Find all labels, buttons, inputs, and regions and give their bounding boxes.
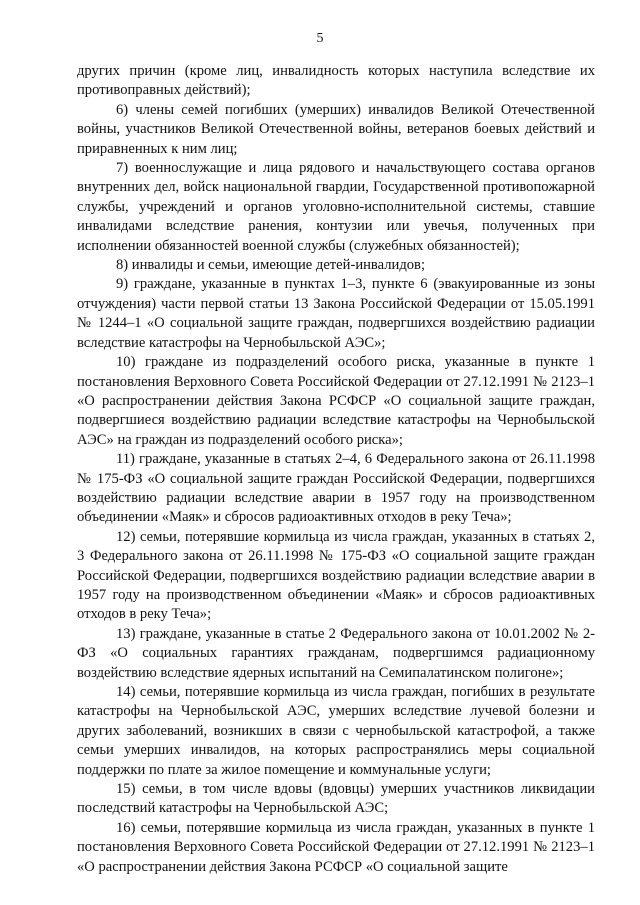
paragraph-item-15: 15) семьи, в том числе вдовы (вдовцы) умерших участников ликвидации последствий катастрофы на Чернобыльской АЭС;: [77, 781, 595, 817]
paragraph-item-9: 9) граждане, указанные в пунктах 1–3, пункте 6 (эвакуированные из зоны отчуждения) части первой статьи 13 Закона Российской Федерации от 15.05.1991 № 1244–1 «О социальной защите граждан, подвергшихся воздействию радиации вследствие катастрофы на Чернобыльской АЭС»;: [77, 276, 595, 351]
paragraph-item-6: 6) члены семей погибших (умерших) инвалидов Великой Отечественной войны, участников Великой Отечественной войны, ветеранов боевых действий и приравненных к ним лиц;: [77, 101, 595, 157]
paragraph-item-11: 11) граждане, указанные в статьях 2–4, 6 Федерального закона от 26.11.1998 № 175-ФЗ «О социальной защите граждан Российской Федерации, подвергшихся воздействию радиации вследствие аварии в 1957 году на производственном объединении «Маяк» и сбросов радиоактивных отходов в реку Теча»;: [77, 451, 595, 526]
paragraph-item-12: 12) семьи, потерявшие кормильца из числа граждан, указанных в статьях 2, 3 Федерального закона от 26.11.1998 № 175-ФЗ «О социальной защите граждан Российской Федерации, подвергшихся воздействию радиации вследствие аварии в 1957 году на производственном объединении «Маяк» и сбросов радиоактивных отходов в реку Теча»;: [77, 528, 595, 623]
paragraph-item-7: 7) военнослужащие и лица рядового и начальствующего состава органов внутренних дел, войск национальной гвардии, Государственной противопожарной службы, учреждений и органов уголовно-исполнительной системы, ставшие инвалидами вследствие ранения, контузии или увечья, полученных при исполнении обязанностей военной службы (служебных обязанностей);: [77, 160, 595, 254]
paragraph-item-14: 14) семьи, потерявшие кормильца из числа граждан, погибших в результате катастрофы на Чернобыльской АЭС, умерших вследствие лучевой болезни и других заболеваний, возникших в связи с чернобыльской катастрофой, а также семьи умерших инвалидов, на которых распространялись меры социальной поддержки по плате за жилое помещение и коммунальные услуги;: [77, 684, 595, 778]
paragraph-item-16: 16) семьи, потерявшие кормильца из числа граждан, указанных в пункте 1 постановления Верховного Совета Российской Федерации от 27.12.1991 № 2123–1 «О распространении действия Закона РСФСР «О социальной защите: [77, 819, 595, 875]
paragraph-item-8: 8) инвалиды и семьи, имеющие детей-инвалидов;: [116, 257, 425, 274]
paragraph-item-10: 10) граждане из подразделений особого риска, указанные в пункте 1 постановления Верховного Совета Российской Федерации от 27.12.1991 № 2123–1 «О распространении действия Закона РСФСР «О социальной защите граждан, подвергшиеся воздействию радиации вследствие катастрофы на Чернобыльской АЭС» на граждан из подразделений особого риска»;: [77, 354, 595, 448]
paragraph-continuation: других причин (кроме лиц, инвалидность которых наступила вследствие их противоправных действий);: [77, 63, 595, 99]
paragraph-item-13: 13) граждане, указанные в статье 2 Федерального закона от 10.01.2002 № 2-ФЗ «О социальных гарантиях гражданам, подвергшимся радиационному воздействию вследствие ядерных испытаний на Семипалатинском полигоне»;: [77, 625, 595, 681]
page-number: 5: [316, 31, 324, 46]
document-body: [77, 62, 595, 877]
